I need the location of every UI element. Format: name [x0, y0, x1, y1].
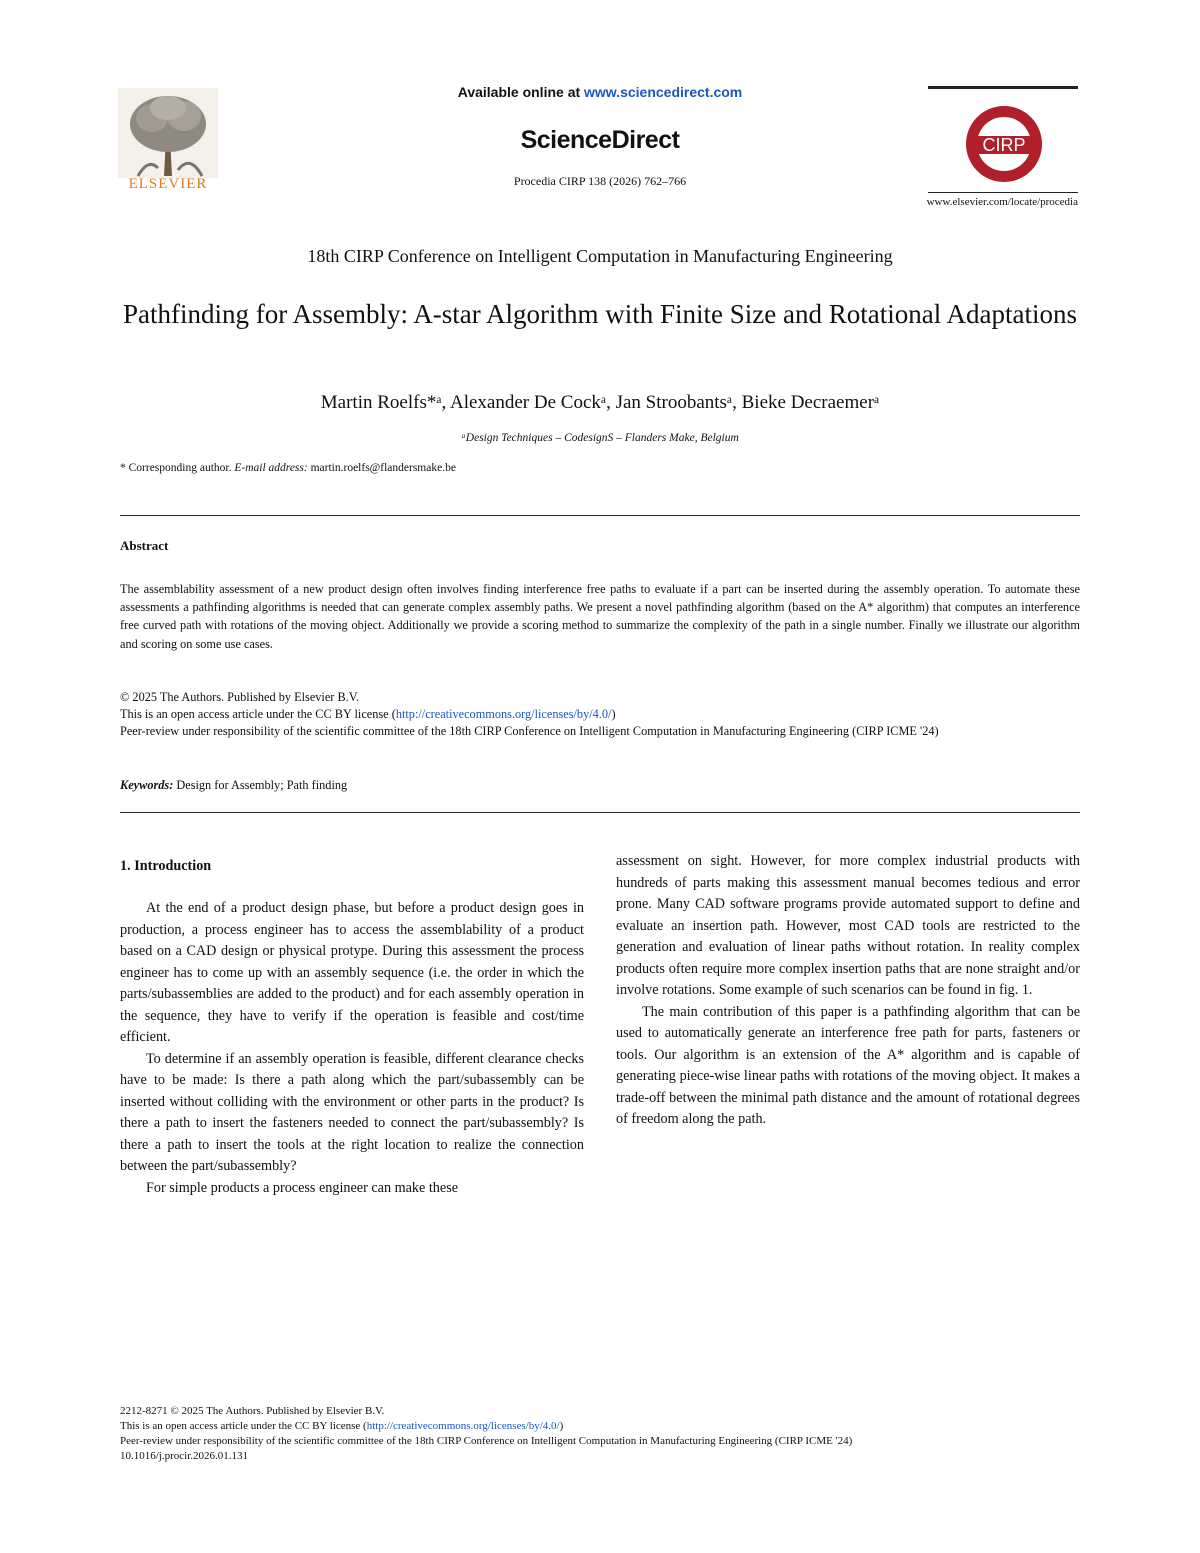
abstract-bottom-rule — [120, 812, 1080, 813]
journal-url[interactable]: www.elsevier.com/locate/procedia — [926, 196, 1078, 208]
paragraph: For simple products a process engineer can make these — [146, 1179, 459, 1196]
sciencedirect-link[interactable]: www.sciencedirect.com — [584, 84, 743, 100]
footer-license-link[interactable]: http://creativecommons.org/licenses/by/4.0/ — [366, 1420, 560, 1432]
corresponding-author: * Corresponding author. E-mail address: martin.roelfs@flandersmake.be — [120, 462, 456, 474]
available-online: Available online at www.sciencedirect.com — [457, 84, 743, 100]
doi[interactable]: 10.1016/j.procir.2026.01.131 — [120, 1450, 249, 1462]
journal-reference: Procedia CIRP 138 (2026) 762–766 — [513, 174, 687, 188]
abstract-top-rule — [120, 515, 1080, 516]
right-column — [616, 851, 1080, 1131]
paragraph: assessment on sight. However, for more complex industrial products with hundreds of parts making this assessment manual becomes tedious and error prone. Many CAD software programs provide automated support to define and evaluate an insertion path. However, most CAD tools are restricted to the generation and evaluation of linear paths without rotation. In reality complex products often require more complex insertion paths that are none straight and/or involve rotations. Some example of such scenarios can be found in fig. 1. — [616, 853, 1080, 998]
left-column — [120, 898, 584, 1199]
section-heading-introduction: 1. Introduction — [120, 858, 212, 874]
paragraph: To determine if an assembly operation is feasible, different clearance checks have to be made: Is there a path along which the part/subassembly can be inserted without colliding with the environment or other parts in the product? Is there a path to insert the fasteners needed to connect the part/subassembly? Is there a path to insert the tools at the right location to realize the connection between the part/subassembly? — [120, 1050, 584, 1174]
abstract-text: The assemblability assessment of a new product design often involves finding interference free paths to evaluate if a part can be inserted during the assembly operation. To automate these assessments a pathfinding algorithms is needed that can generate complex assembly paths. We present a novel pathfinding algorithm (based on the A* algorithm) that computes an interference free curved path with rotations of the moving object. Additionally we provide a scoring method to summarize the complexity of the path in a single number. Finally we illustrate our algorithm and scoring on some use cases. — [120, 582, 1080, 651]
peer-review-line: Peer-review under responsibility of the scientific committee of the 18th CIRP Conference on Intelligent Computation in Manufacturing Engineering (CIRP ICME '24) — [120, 724, 939, 738]
sciencedirect-brand: ScienceDirect — [520, 126, 680, 154]
cirp-logo-text: CIRP — [982, 135, 1026, 155]
license-line: This is an open access article under the CC BY license (http://creativecommons.org/licenses/by/4.0/) — [120, 707, 616, 721]
author-list: Martin Roelfs*ᵃ, Alexander De Cockᵃ, Jan Stroobantsᵃ, Bieke Decraemerᵃ — [320, 392, 880, 413]
elsevier-wordmark: ELSEVIER — [128, 176, 208, 192]
cirp-bottom-rule — [928, 192, 1078, 193]
abstract-heading: Abstract — [120, 538, 169, 553]
keywords: Keywords: Design for Assembly; Path finding — [120, 778, 348, 792]
paragraph: The main contribution of this paper is a pathfinding algorithm that can be used to automatically generate an interference free path for parts, fasteners or tools. Our algorithm is an extension of the A* algorithm and is capable of generating piece-wise linear paths with rotations of the moving object. It makes a trade-off between the minimal path distance and the amount of rotational degrees of freedom along the path. — [616, 1003, 1080, 1127]
conference-name: 18th CIRP Conference on Intelligent Computation in Manufacturing Engineering — [307, 246, 893, 266]
license-link[interactable]: http://creativecommons.org/licenses/by/4.0/ — [395, 707, 612, 721]
paragraph: At the end of a product design phase, but before a product design goes in production, a process engineer has to access the assemblability of a product based on a CAD design or physical protype. During this assessment the process engineer has to come up with an assembly sequence (i.e. the order in which the parts/subassemblies are added to the product) and for each assembly operation in the sequence, they have to verify if the operation is feasible and cost/time efficient. — [120, 900, 584, 1045]
cirp-logo — [954, 102, 1054, 186]
copyright-line: © 2025 The Authors. Published by Elsevier B.V. — [120, 690, 360, 704]
author-email[interactable]: martin.roelfs@flandersmake.be — [310, 462, 456, 474]
footer-peer-review: Peer-review under responsibility of the scientific committee of the 18th CIRP Conference on Intelligent Computation in Manufacturing Engineering (CIRP ICME '24) — [120, 1435, 853, 1447]
cirp-top-rule — [928, 86, 1078, 89]
issn-line: 2212-8271 © 2025 The Authors. Published by Elsevier B.V. — [120, 1405, 385, 1417]
paper-title: Pathfinding for Assembly: A-star Algorithm with Finite Size and Rotational Adaptations — [123, 299, 1077, 329]
footer-license-line: This is an open access article under the CC BY license (http://creativecommons.org/licenses/by/4.0/) — [120, 1420, 564, 1432]
affiliation: ᵃDesign Techniques – CodesignS – Flanders Make, Belgium — [461, 432, 739, 444]
